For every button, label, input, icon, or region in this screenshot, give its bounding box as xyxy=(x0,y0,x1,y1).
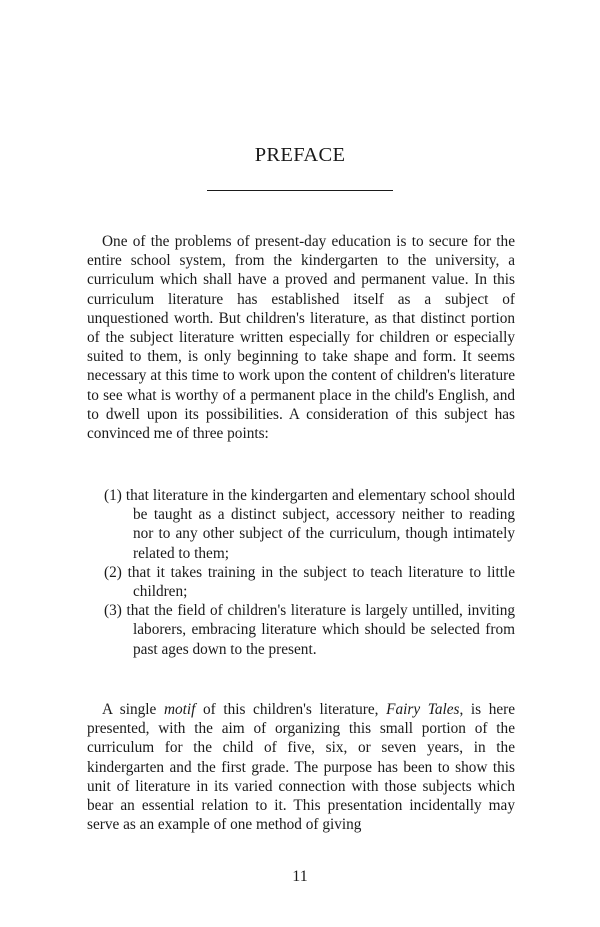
point-number: (3) xyxy=(104,602,122,620)
paragraph-2-text: A single xyxy=(102,701,164,718)
point-number: (1) xyxy=(104,487,122,504)
list-item xyxy=(104,486,515,563)
paragraph-2-text: , is here presented, with the aim of organizing this small portion of the curriculum for the child of five, six, or seven years, in the kindergarten and the first grade. The purpose has been to show this unit of literature in its varied connection with those subjects which bear an essential relation to it. This presentation incidentally may serve as an example of one method of giving xyxy=(87,701,516,834)
paragraph-2-text: of this children's literature, xyxy=(195,701,387,718)
list-item xyxy=(104,563,515,601)
page-number: 11 xyxy=(292,868,308,885)
point-text: that the field of children's literature is largely untilled, inviting laborers, embracing literature which should be selected from past ages down to the present. xyxy=(126,602,515,658)
motif-word: motif xyxy=(163,701,196,718)
preface-paragraph-1: One of the problems of present-day education is to secure for the entire school system, from the kindergarten to the university, a curriculum which shall have a proved and permanent value. In this curriculum literature has established itself as a subject of unquestioned worth. But children's literature, as that distinct portion of the subject literature written especially for children or especially suited to them, is only beginning to take shape and form. It seems necessary at this time to work upon the content of children's literature to see what is worthy of a permanent place in the child's English, and to dwell upon its possibilities. A consideration of this subject has convinced me of three points: xyxy=(87,233,515,443)
preface-paragraph-2 xyxy=(87,700,515,834)
points-list xyxy=(104,486,515,659)
fairy-tales-title: Fairy Tales xyxy=(386,701,460,718)
point-text: that literature in the kindergarten and elementary school should be taught as a distinct subject, accessory neither to reading nor to any other subject of the curriculum, though intimately related to them; xyxy=(125,487,515,562)
point-number: (2) xyxy=(104,563,122,581)
page-title: PREFACE xyxy=(254,144,346,166)
list-item xyxy=(104,601,515,659)
title-rule xyxy=(207,190,393,191)
point-text: that it takes training in the subject to teach literature to little children; xyxy=(127,563,515,601)
